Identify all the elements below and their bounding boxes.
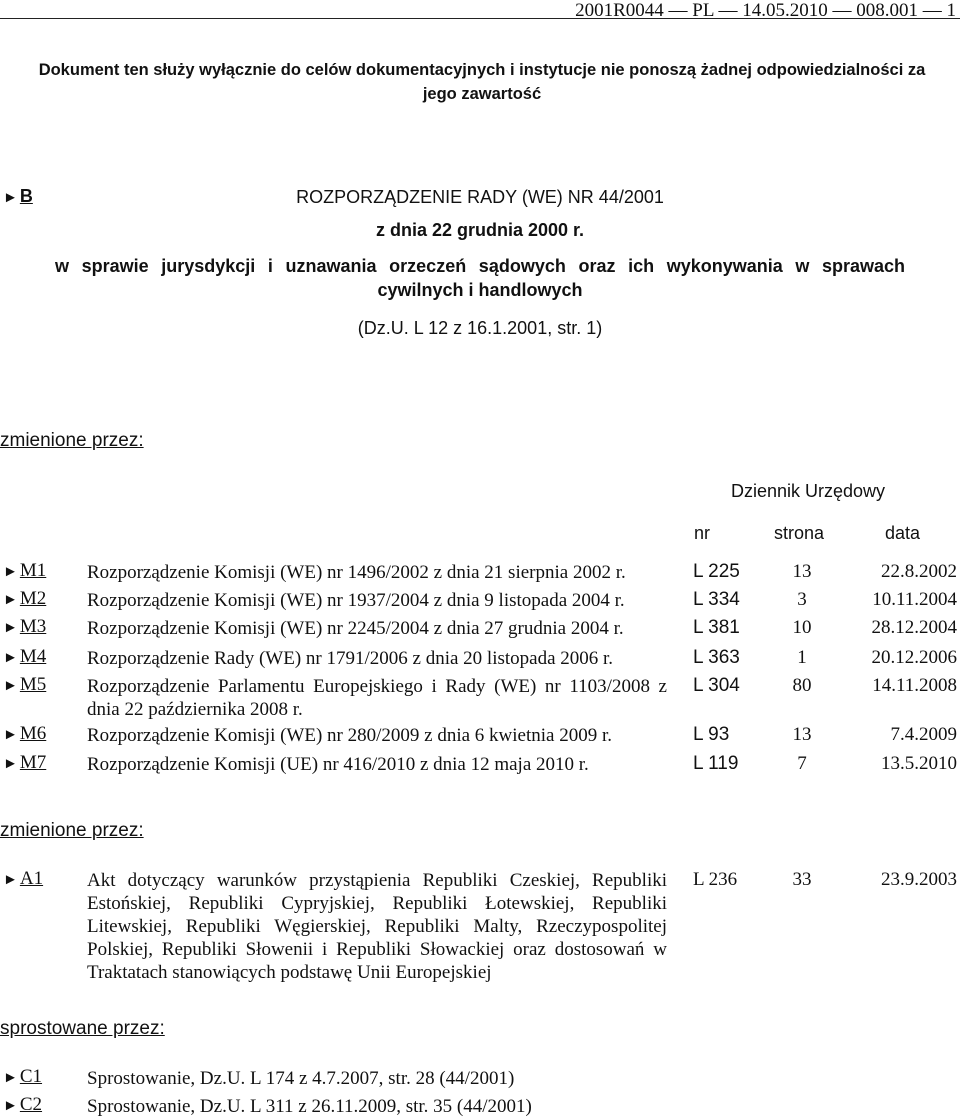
oj-date: 23.9.2003 (881, 869, 957, 890)
triangle-marker-icon: ► (3, 620, 18, 636)
marker-label: A1 (19, 868, 44, 889)
oj-number: L 93 (693, 724, 730, 745)
amendment-description: Rozporządzenie Komisji (WE) nr 2245/2004 z dnia 27 grudnia 2004 r. (87, 618, 624, 639)
oj-page: 7 (797, 753, 807, 774)
disclaimer: Dokument ten służy wyłącznie do celów dokumentacyjnych i instytucje nie ponoszą żadnej odpowiedzialności za jego zawartość (38, 61, 926, 103)
oj-page: 1 (797, 647, 807, 668)
marker-m5[interactable] (3, 674, 46, 696)
header-rule (0, 18, 960, 19)
amendment-description: Rozporządzenie Rady (WE) nr 1791/2006 z dnia 20 listopada 2006 r. (87, 648, 614, 669)
triangle-marker-icon: ► (3, 189, 18, 206)
col-nr: nr (694, 523, 711, 543)
corrigendum-description: Sprostowanie, Dz.U. L 174 z 4.7.2007, str. 28 (44/2001) (87, 1068, 515, 1089)
amendment-description: Rozporządzenie Komisji (WE) nr 1937/2004 z dnia 9 listopada 2004 r. (87, 590, 625, 611)
running-header: 2001R0044 — PL — 14.05.2010 — 008.001 — 1 (575, 0, 956, 21)
corrigendum-description: Sprostowanie, Dz.U. L 311 z 26.11.2009, str. 35 (44/2001) (87, 1096, 532, 1117)
amended-by-heading: zmienione przez: (0, 430, 144, 451)
triangle-marker-icon: ► (3, 592, 18, 608)
marker-label: M5 (19, 674, 47, 695)
triangle-marker-icon: ► (3, 564, 18, 580)
triangle-marker-icon: ► (3, 650, 18, 666)
oj-date: 20.12.2006 (871, 647, 957, 668)
marker-label: M6 (19, 723, 47, 744)
oj-page: 3 (797, 589, 807, 610)
oj-page: 13 (792, 561, 812, 582)
oj-date: 14.11.2008 (872, 675, 957, 696)
col-date: data (885, 523, 921, 543)
marker-label: M1 (19, 560, 47, 581)
triangle-marker-icon: ► (3, 872, 18, 888)
marker-label: B (19, 186, 33, 206)
marker-m3[interactable] (3, 616, 46, 638)
oj-date: 10.11.2004 (872, 589, 957, 610)
corrected-by-heading: sprostowane przez: (0, 1018, 165, 1039)
marker-label: M3 (19, 616, 47, 637)
oj-date: 7.4.2009 (890, 724, 957, 745)
oj-page: 33 (792, 869, 812, 890)
oj-number: L 236 (693, 869, 738, 890)
triangle-marker-icon: ► (3, 678, 18, 694)
subject-line-2: cywilnych i handlowych (377, 280, 583, 300)
amendment-description: Rozporządzenie Parlamentu Europejskiego i Rady (WE) nr 1103/2008 z dnia 22 października 2008 r. (87, 676, 667, 720)
act-description: Akt dotyczący warunków przystąpienia Republiki Czeskiej, Republiki Estońskiej, Republiki Cypryjskiej, Republiki Łotewskiej, Republiki Litewskiej, Republiki Węgierskiej, Republiki Malty, Rzeczypospolitej Polskiej, Republiki Słowenii i Republiki Słowackiej oraz dostosowań w Traktatach stanowiących podstawę Unii Europejskiej (87, 870, 667, 983)
marker-c1[interactable] (3, 1066, 42, 1088)
oj-page: 10 (792, 617, 812, 638)
marker-c2[interactable] (3, 1094, 42, 1116)
triangle-marker-icon: ► (3, 756, 18, 772)
oj-page: 13 (792, 724, 812, 745)
subject-line-1: w sprawie jurysdykcji i uznawania orzeczeń sądowych oraz ich wykonywania w sprawach (55, 256, 905, 276)
marker-label: M7 (19, 752, 47, 773)
marker-m2[interactable] (3, 588, 46, 610)
marker-label: M4 (19, 646, 47, 667)
col-page: strona (774, 523, 825, 543)
oj-number: L 334 (693, 589, 740, 610)
marker-label: C1 (19, 1066, 43, 1087)
oj-reference: (Dz.U. L 12 z 16.1.2001, str. 1) (357, 318, 603, 338)
amendment-description: Rozporządzenie Komisji (WE) nr 1496/2002 z dnia 21 sierpnia 2002 r. (87, 562, 626, 583)
regulation-date: z dnia 22 grudnia 2000 r. (375, 220, 585, 240)
amendment-description: Rozporządzenie Komisji (WE) nr 280/2009 z dnia 6 kwietnia 2009 r. (87, 725, 613, 746)
oj-number: L 225 (693, 561, 740, 582)
oj-date: 13.5.2010 (881, 753, 957, 774)
triangle-marker-icon: ► (3, 1098, 18, 1114)
marker-m6[interactable] (3, 723, 46, 745)
marker-m1[interactable] (3, 560, 46, 582)
marker-m4[interactable] (3, 646, 46, 668)
regulation-title: ROZPORZĄDZENIE RADY (WE) NR 44/2001 (296, 187, 664, 207)
marker-label: C2 (19, 1094, 43, 1115)
oj-number: L 304 (693, 675, 740, 696)
regulation-subject (55, 254, 905, 302)
oj-number: L 381 (693, 617, 740, 638)
oj-page: 80 (792, 675, 812, 696)
oj-date: 22.8.2002 (881, 561, 957, 582)
triangle-marker-icon: ► (3, 1070, 18, 1086)
oj-number: L 119 (693, 753, 739, 774)
oj-date: 28.12.2004 (871, 617, 957, 638)
oj-number: L 363 (693, 647, 740, 668)
amended-by-act-heading: zmienione przez: (0, 820, 144, 841)
marker-m7[interactable] (3, 752, 46, 774)
amendment-description: Rozporządzenie Komisji (UE) nr 416/2010 z dnia 12 maja 2010 r. (87, 754, 589, 775)
marker-a1[interactable] (3, 868, 43, 890)
journal-header: Dziennik Urzędowy (731, 481, 886, 501)
marker-label: M2 (19, 588, 47, 609)
triangle-marker-icon: ► (3, 727, 18, 743)
